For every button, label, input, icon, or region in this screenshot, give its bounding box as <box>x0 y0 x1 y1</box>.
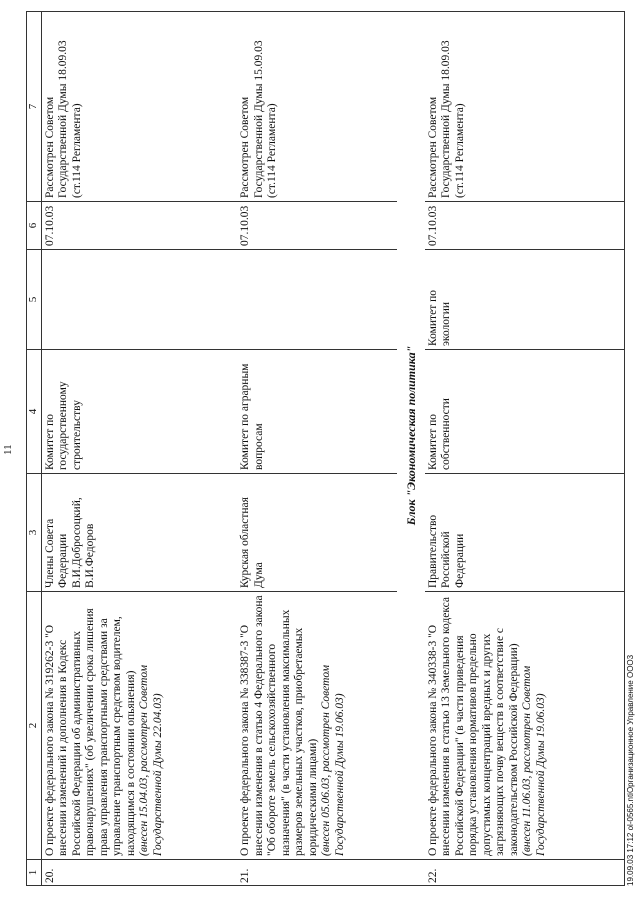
status: Рассмотрен Советом Государственной Думы 15.09.03 (ст.114 Регламента) <box>237 12 397 202</box>
bill-title: О проекте федерального закона № 340338-3 "О внесении изменения в статью 13 Земельного кодекса Российской Федерации" (в части приведения порядка установления нормативов предельно допустимых концентраций вредных и других загрязняющих почву веществ в соответствие с законодательством Российской Федерации) <box>426 596 520 856</box>
responsible-committee: Комитет по собственности <box>425 350 625 474</box>
row-number: 20. <box>41 860 237 886</box>
date: 07.10.03 <box>41 202 237 250</box>
page-number: 11 <box>2 444 14 455</box>
header-cell: 2 <box>27 592 42 860</box>
header-cell: 1 <box>27 860 42 886</box>
initiator: Правительство Российской Федерации <box>425 474 625 592</box>
co-committee <box>237 250 397 350</box>
footer-text: 19.09.03 17:12 ol-0565.ntiОрганизационное Управление ООО3 <box>626 654 635 886</box>
row-number: 21. <box>237 860 397 886</box>
block-spacer <box>397 860 425 886</box>
responsible-committee: Комитет по аграрным вопросам <box>237 350 397 474</box>
initiator: Члены Совета Федерации В.И.Добросоцкий, В.И.Федоров <box>41 474 237 592</box>
block-row <box>397 12 425 886</box>
bill-description <box>237 592 397 860</box>
date: 07.10.03 <box>237 202 397 250</box>
bill-note: (внесен 05.06.03, рассмотрен Советом Государственной Думы 19.06.03) <box>320 664 346 856</box>
responsible-committee: Комитет по государственному строительству <box>41 350 237 474</box>
table-row <box>425 12 625 886</box>
bill-description <box>41 592 237 860</box>
initiator: Курская областная Дума <box>237 474 397 592</box>
header-cell: 5 <box>27 250 42 350</box>
header-cell: 3 <box>27 474 42 592</box>
row-number: 22. <box>425 860 625 886</box>
header-cell: 6 <box>27 202 42 250</box>
bill-title: О проекте федерального закона № 319262-3 "О внесении изменений и дополнения в Кодекс Российской Федерации об административных правонарушениях" (об увеличении срока лишения права управления транспортными средствами за управление транспортным средством водителем, находящимся в состоянии опьянения) <box>43 608 137 856</box>
status: Рассмотрен Советом Государственной Думы 18.09.03 (ст.114 Регламента) <box>41 12 237 202</box>
table-row <box>237 12 397 886</box>
status: Рассмотрен Советом Государственной Думы 18.09.03 (ст.114 Регламента) <box>425 12 625 202</box>
table-row <box>41 12 237 886</box>
co-committee <box>41 250 237 350</box>
header-row <box>27 12 42 886</box>
bill-note: (внесен 11.06.03, рассмотрен Советом Государственной Думы 19.06.03) <box>521 665 547 856</box>
block-title: Блок "Экономическая политика" <box>397 12 425 860</box>
bill-description <box>425 592 625 860</box>
bill-note: (внесен 15.04.03, рассмотрен Советом Государственной Думы 22.04.03) <box>138 664 164 856</box>
date: 07.10.03 <box>425 202 625 250</box>
header-cell: 7 <box>27 12 42 202</box>
header-cell: 4 <box>27 350 42 474</box>
bills-table <box>26 11 625 886</box>
co-committee: Комитет по экологии <box>425 250 625 350</box>
bill-title: О проекте федерального закона № 338387-3 "О внесении изменения в статью 4 Федерального закона "Об обороте земель сельскохозяйственного назначения" (в части установления максимальных размеров земельных участков, приобретаемых юридическими лицами) <box>239 595 319 856</box>
